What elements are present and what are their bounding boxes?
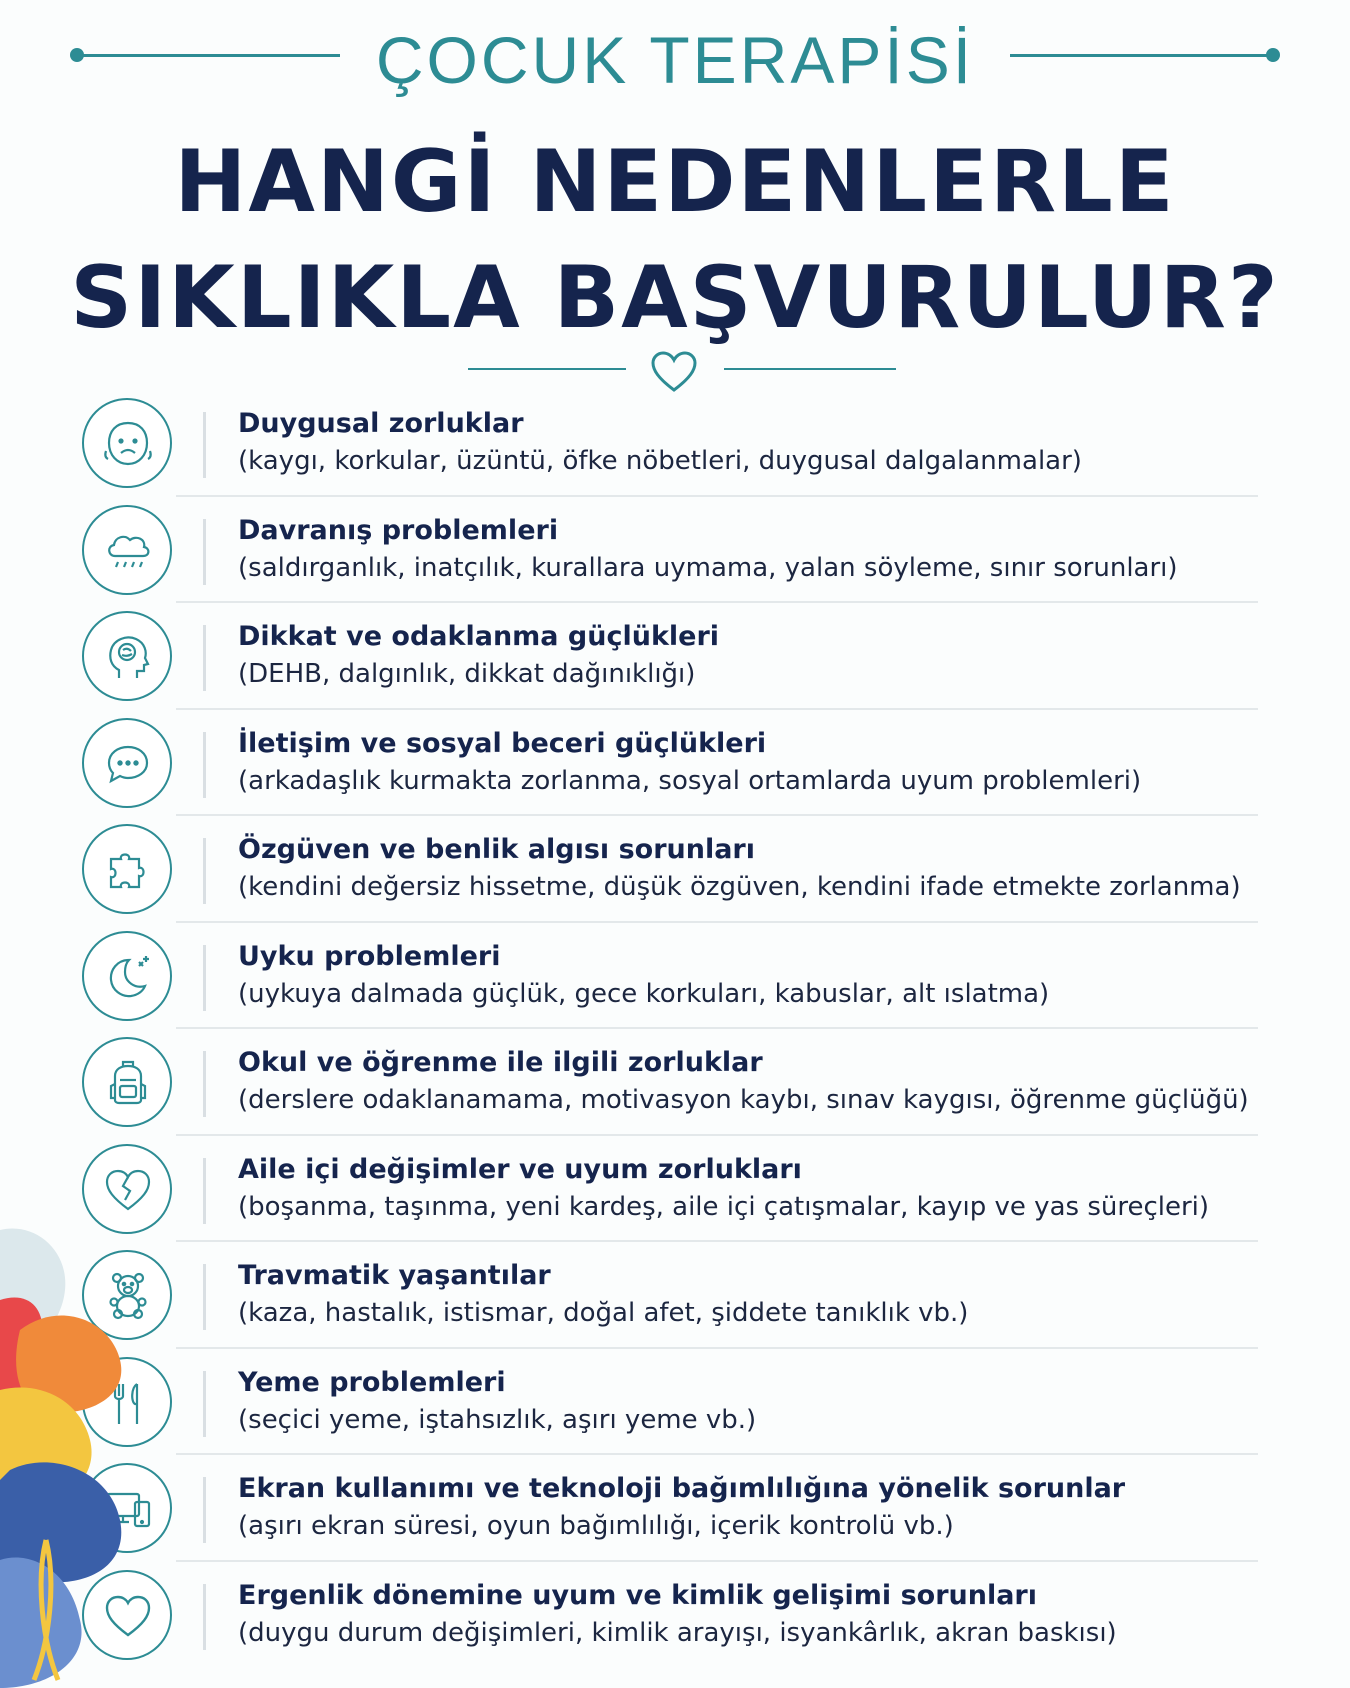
icon-circle bbox=[82, 1250, 172, 1340]
page-subtitle: ÇOCUK TERAPİSİ bbox=[375, 23, 975, 97]
backpack-icon bbox=[101, 1056, 155, 1110]
fork-knife-icon bbox=[101, 1376, 155, 1430]
item-title: Aile içi değişimler ve uyum zorlukları bbox=[238, 1153, 802, 1185]
divider-line-right bbox=[724, 368, 896, 370]
moon-stars-icon bbox=[101, 950, 155, 1004]
item-title: Dikkat ve odaklanma güçlükleri bbox=[238, 621, 720, 652]
header-dot-right bbox=[1266, 48, 1280, 62]
row-divider bbox=[203, 1371, 206, 1437]
icon-circle bbox=[82, 505, 172, 595]
list-item bbox=[0, 923, 1350, 1030]
item-description: (DEHB, dalgınlık, dikkat dağınıklığı) bbox=[238, 659, 696, 689]
list-item bbox=[0, 1349, 1350, 1456]
item-title: Uyku problemleri bbox=[238, 940, 501, 972]
icon-circle bbox=[82, 611, 172, 701]
heart-divider-icon bbox=[650, 350, 698, 394]
item-description: (kendini değersiz hissetme, düşük özgüven, kendini ifade etmekte zorlanma) bbox=[238, 872, 1241, 902]
page-title bbox=[0, 124, 1350, 356]
list-item bbox=[0, 603, 1350, 710]
item-description: (derslere odaklanamama, motivasyon kaybı, sınav kaygısı, öğrenme güçlüğü) bbox=[238, 1085, 1249, 1115]
item-title: Duygusal zorluklar bbox=[238, 408, 524, 439]
title-line-1: HANGİ NEDENLERLE bbox=[174, 132, 1176, 232]
row-divider bbox=[203, 1158, 206, 1224]
devices-icon bbox=[101, 1482, 155, 1536]
item-description: (seçici yeme, iştahsızlık, aşırı yeme vb.) bbox=[238, 1404, 757, 1435]
item-description: (uykuya dalmada güçlük, gece korkuları, kabuslar, alt ıslatma) bbox=[238, 978, 1050, 1009]
sad-face-icon bbox=[101, 417, 155, 471]
list-item bbox=[0, 1136, 1350, 1243]
row-divider bbox=[203, 838, 206, 904]
row-divider bbox=[203, 1584, 206, 1650]
item-title: Davranış problemleri bbox=[238, 514, 559, 546]
row-divider bbox=[203, 1264, 206, 1330]
title-line-2: SIKLIKLA BAŞVURULUR? bbox=[70, 248, 1280, 348]
rain-cloud-icon bbox=[101, 524, 155, 578]
item-description: (kaygı, korkular, üzüntü, öfke nöbetleri, duygusal dalgalanmalar) bbox=[238, 446, 1082, 476]
icon-circle bbox=[82, 398, 172, 488]
item-description: (saldırganlık, inatçılık, kurallara uymama, yalan söyleme, sınır sorunları) bbox=[238, 552, 1178, 583]
header-line-right bbox=[1010, 54, 1272, 57]
icon-circle bbox=[82, 1570, 172, 1660]
list-item bbox=[0, 1029, 1350, 1136]
row-divider bbox=[203, 1051, 206, 1117]
reasons-list bbox=[0, 390, 1350, 1668]
icon-circle bbox=[82, 1144, 172, 1234]
list-item bbox=[0, 497, 1350, 604]
item-description: (aşırı ekran süresi, oyun bağımlılığı, içerik kontrolü vb.) bbox=[238, 1511, 954, 1541]
list-item bbox=[0, 710, 1350, 817]
row-divider bbox=[203, 732, 206, 798]
divider-line-left bbox=[468, 368, 626, 370]
heart-icon bbox=[101, 1589, 155, 1643]
item-title: Özgüven ve benlik algısı sorunları bbox=[238, 834, 755, 865]
item-title: Yeme problemleri bbox=[238, 1366, 506, 1398]
item-description: (arkadaşlık kurmakta zorlanma, sosyal ortamlarda uyum problemleri) bbox=[238, 765, 1142, 796]
icon-circle bbox=[82, 824, 172, 914]
item-title: İletişim ve sosyal beceri güçlükleri bbox=[238, 727, 767, 759]
item-title: Okul ve öğrenme ile ilgili zorluklar bbox=[238, 1047, 763, 1078]
item-title: Ekran kullanımı ve teknoloji bağımlılığına yönelik sorunlar bbox=[238, 1473, 1126, 1504]
row-divider bbox=[203, 1477, 206, 1543]
item-description: (boşanma, taşınma, yeni kardeş, aile içi çatışmalar, kayıp ve yas süreçleri) bbox=[238, 1191, 1210, 1222]
row-divider bbox=[203, 519, 206, 585]
teddy-bear-icon bbox=[101, 1269, 155, 1323]
icon-circle bbox=[82, 931, 172, 1021]
broken-heart-icon bbox=[101, 1163, 155, 1217]
item-title: Ergenlik dönemine uyum ve kimlik gelişimi sorunları bbox=[238, 1579, 1038, 1611]
list-item bbox=[0, 1562, 1350, 1669]
item-description: (kaza, hastalık, istismar, doğal afet, şiddete tanıklık vb.) bbox=[238, 1298, 969, 1328]
list-item bbox=[0, 390, 1350, 497]
list-item bbox=[0, 1455, 1350, 1562]
puzzle-icon bbox=[101, 843, 155, 897]
item-description: (duygu durum değişimleri, kimlik arayışı, isyankârlık, akran baskısı) bbox=[238, 1617, 1117, 1648]
brain-head-icon bbox=[101, 630, 155, 684]
item-title: Travmatik yaşantılar bbox=[238, 1260, 551, 1291]
row-divider bbox=[203, 625, 206, 691]
row-divider bbox=[203, 945, 206, 1011]
icon-circle bbox=[82, 1463, 172, 1553]
icon-circle bbox=[82, 1037, 172, 1127]
list-item bbox=[0, 1242, 1350, 1349]
row-divider bbox=[203, 412, 206, 478]
icon-circle bbox=[82, 1357, 172, 1447]
list-item bbox=[0, 816, 1350, 923]
chat-bubbles-icon bbox=[101, 737, 155, 791]
icon-circle bbox=[82, 718, 172, 808]
